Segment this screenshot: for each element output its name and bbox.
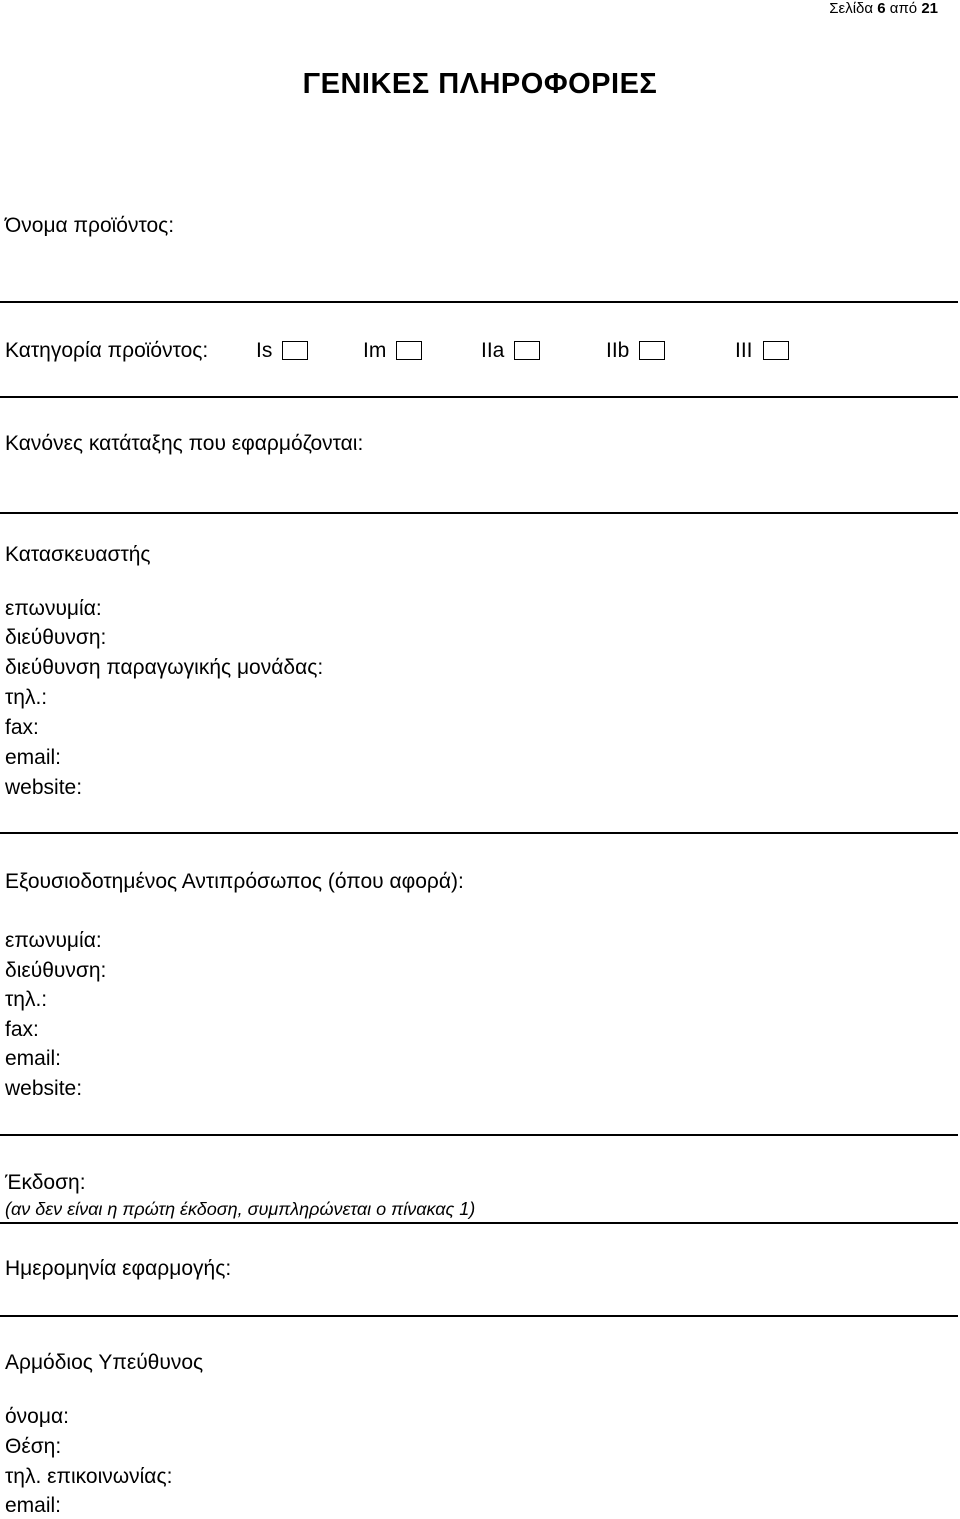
representative-name-field: επωνυμία: xyxy=(5,929,102,952)
page-title: ΓΕΝΙΚΕΣ ΠΛΗΡΟΦΟΡΙΕΣ xyxy=(302,68,658,100)
representative-heading: Εξουσιοδοτημένος Αντιπρόσωπος (όπου αφορά): xyxy=(5,870,464,893)
responsible-email-field: email: xyxy=(5,1494,62,1517)
category-option-label: IIa xyxy=(481,339,505,362)
application-date-label: Ημερομηνία εφαρμογής: xyxy=(5,1257,232,1280)
page-total: 21 xyxy=(921,0,938,17)
divider xyxy=(0,396,958,398)
divider xyxy=(0,1222,958,1224)
manufacturer-fax-field: fax: xyxy=(5,716,39,739)
manufacturer-email-field: email: xyxy=(5,746,62,769)
representative-email-field: email: xyxy=(5,1047,62,1070)
responsible-heading: Αρμόδιος Υπεύθυνος xyxy=(5,1351,204,1374)
manufacturer-address-field: διεύθυνση: xyxy=(5,626,107,649)
responsible-position-field: Θέση: xyxy=(5,1435,62,1458)
category-option-label: Im xyxy=(363,339,387,362)
manufacturer-phone-field: τηλ.: xyxy=(5,686,48,709)
manufacturer-heading: Κατασκευαστής xyxy=(5,543,151,566)
category-option-iib xyxy=(606,338,665,364)
category-checkbox-iii[interactable] xyxy=(763,341,789,360)
category-label: Κατηγορία προϊόντος: xyxy=(5,339,209,362)
category-option-is xyxy=(256,338,308,364)
page-current: 6 xyxy=(877,0,886,17)
version-note: (αν δεν είναι η πρώτη έκδοση, συμπληρώνεται ο πίνακας 1) xyxy=(5,1199,476,1219)
category-checkbox-iia[interactable] xyxy=(514,341,540,360)
page-of: από xyxy=(889,0,918,17)
product-name-label: Όνομα προϊόντος: xyxy=(5,214,175,237)
representative-website-field: website: xyxy=(5,1077,83,1100)
representative-address-field: διεύθυνση: xyxy=(5,959,107,982)
version-label: Έκδοση: xyxy=(5,1171,86,1194)
divider xyxy=(0,832,958,834)
representative-fax-field: fax: xyxy=(5,1018,39,1041)
category-option-label: III xyxy=(735,339,753,362)
divider xyxy=(0,1315,958,1317)
category-checkbox-is[interactable] xyxy=(282,341,308,360)
divider xyxy=(0,301,958,303)
category-checkbox-im[interactable] xyxy=(396,341,422,360)
category-checkbox-iib[interactable] xyxy=(639,341,665,360)
page-prefix: Σελίδα xyxy=(829,0,874,17)
manufacturer-name-field: επωνυμία: xyxy=(5,597,102,620)
category-option-label: Is xyxy=(256,339,273,362)
manufacturer-website-field: website: xyxy=(5,776,83,799)
category-option-im xyxy=(363,338,422,364)
representative-phone-field: τηλ.: xyxy=(5,988,48,1011)
category-option-iia xyxy=(481,338,540,364)
divider xyxy=(0,512,958,514)
manufacturer-plant-address-field: διεύθυνση παραγωγικής μονάδας: xyxy=(5,656,324,679)
rules-label: Κανόνες κατάταξης που εφαρμόζονται: xyxy=(5,432,364,455)
category-option-label: IIb xyxy=(606,339,630,362)
divider xyxy=(0,1134,958,1136)
page-number xyxy=(829,0,938,18)
responsible-name-field: όνομα: xyxy=(5,1405,69,1428)
responsible-phone-field: τηλ. επικοινωνίας: xyxy=(5,1465,173,1488)
category-option-iii xyxy=(735,338,789,364)
